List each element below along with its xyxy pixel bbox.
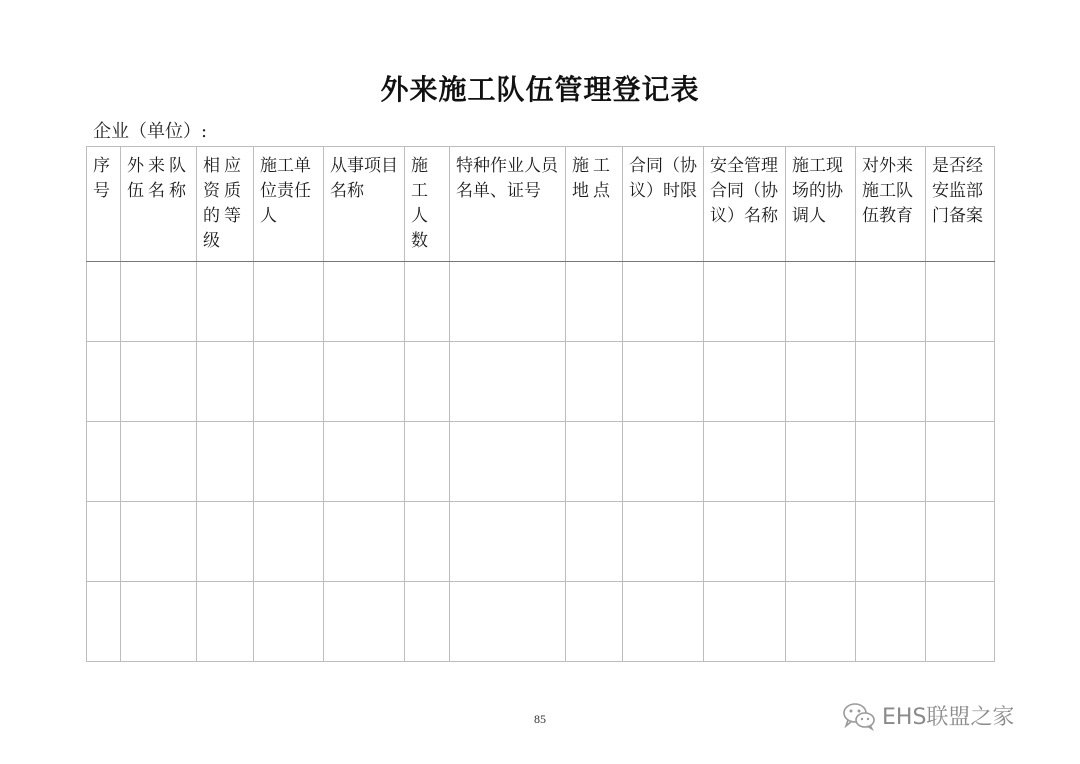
table-cell[interactable] — [786, 342, 856, 422]
table-cell[interactable] — [197, 342, 254, 422]
table-cell[interactable] — [704, 262, 786, 342]
table-cell[interactable] — [450, 422, 566, 502]
column-header-special-operators: 特种作业人员名单、证号 — [450, 147, 566, 262]
table-cell[interactable] — [197, 502, 254, 582]
table-cell[interactable] — [121, 422, 197, 502]
table-cell[interactable] — [926, 502, 995, 582]
table-cell[interactable] — [450, 502, 566, 582]
table-cell[interactable] — [254, 502, 324, 582]
table-cell[interactable] — [450, 262, 566, 342]
table-cell[interactable] — [254, 422, 324, 502]
table-cell[interactable] — [566, 262, 623, 342]
table-cell[interactable] — [254, 342, 324, 422]
column-header-contract-period: 合同（协议）时限 — [623, 147, 704, 262]
column-header-safety-filing: 是否经安监部门备案 — [926, 147, 995, 262]
column-header-worker-count: 施工人数 — [405, 147, 450, 262]
column-header-site-coordinator: 施工现场的协调人 — [786, 147, 856, 262]
table-cell[interactable] — [324, 582, 405, 662]
table-body — [87, 262, 995, 662]
watermark-text: EHS联盟之家 — [882, 705, 1015, 730]
column-header-safety-contract-name: 安全管理合同（协议）名称 — [704, 147, 786, 262]
table-cell[interactable] — [856, 582, 926, 662]
table-cell[interactable] — [623, 342, 704, 422]
table-cell[interactable] — [324, 502, 405, 582]
page-title: 外来施工队伍管理登记表 — [380, 73, 700, 106]
table-cell[interactable] — [704, 342, 786, 422]
table-cell[interactable] — [856, 502, 926, 582]
table-row — [87, 422, 995, 502]
table-cell[interactable] — [197, 262, 254, 342]
table-row — [87, 262, 995, 342]
table-cell[interactable] — [566, 502, 623, 582]
table-cell[interactable] — [405, 422, 450, 502]
column-header-serial: 序号 — [87, 147, 121, 262]
table-row — [87, 582, 995, 662]
table-cell[interactable] — [324, 422, 405, 502]
column-header-contractor-responsible-person: 施工单位责任人 — [254, 147, 324, 262]
table-cell[interactable] — [121, 342, 197, 422]
table-cell[interactable] — [704, 502, 786, 582]
watermark — [842, 700, 1014, 731]
table-cell[interactable] — [704, 422, 786, 502]
table-cell[interactable] — [405, 502, 450, 582]
table-cell[interactable] — [623, 262, 704, 342]
table-row — [87, 342, 995, 422]
wechat-icon — [842, 701, 876, 731]
table-cell[interactable] — [254, 262, 324, 342]
column-header-team-name: 外来队伍名称 — [121, 147, 197, 262]
table-cell[interactable] — [856, 342, 926, 422]
table-cell[interactable] — [623, 502, 704, 582]
table-cell[interactable] — [856, 262, 926, 342]
table-cell[interactable] — [87, 342, 121, 422]
table-cell[interactable] — [87, 262, 121, 342]
table-cell[interactable] — [566, 342, 623, 422]
table-cell[interactable] — [623, 422, 704, 502]
table-cell[interactable] — [566, 582, 623, 662]
table-cell[interactable] — [405, 582, 450, 662]
enterprise-unit-label: 企业（单位）: — [93, 121, 208, 142]
table-cell[interactable] — [926, 342, 995, 422]
table-cell[interactable] — [450, 582, 566, 662]
table-cell[interactable] — [121, 502, 197, 582]
table-cell[interactable] — [786, 502, 856, 582]
table-cell[interactable] — [405, 342, 450, 422]
table-row — [87, 502, 995, 582]
table-cell[interactable] — [87, 582, 121, 662]
table-cell[interactable] — [121, 582, 197, 662]
table-cell[interactable] — [926, 422, 995, 502]
table-cell[interactable] — [704, 582, 786, 662]
table-cell[interactable] — [405, 262, 450, 342]
table-cell[interactable] — [450, 342, 566, 422]
table-cell[interactable] — [254, 582, 324, 662]
column-header-qualification-level: 相应资质的等级 — [197, 147, 254, 262]
registration-table — [86, 146, 995, 662]
table-cell[interactable] — [786, 582, 856, 662]
table-cell[interactable] — [856, 422, 926, 502]
table-cell[interactable] — [324, 262, 405, 342]
table-header-row — [87, 147, 995, 262]
table-cell[interactable] — [197, 422, 254, 502]
page-number: 85 — [534, 712, 546, 726]
column-header-construction-site: 施工地点 — [566, 147, 623, 262]
table-cell[interactable] — [87, 502, 121, 582]
table-cell[interactable] — [623, 582, 704, 662]
column-header-team-education: 对外来施工队伍教育 — [856, 147, 926, 262]
table-cell[interactable] — [324, 342, 405, 422]
table-cell[interactable] — [87, 422, 121, 502]
table-cell[interactable] — [786, 262, 856, 342]
table-cell[interactable] — [121, 262, 197, 342]
table-cell[interactable] — [566, 422, 623, 502]
table-cell[interactable] — [786, 422, 856, 502]
table-cell[interactable] — [197, 582, 254, 662]
table-cell[interactable] — [926, 582, 995, 662]
column-header-project-name: 从事项目名称 — [324, 147, 405, 262]
table-cell[interactable] — [926, 262, 995, 342]
